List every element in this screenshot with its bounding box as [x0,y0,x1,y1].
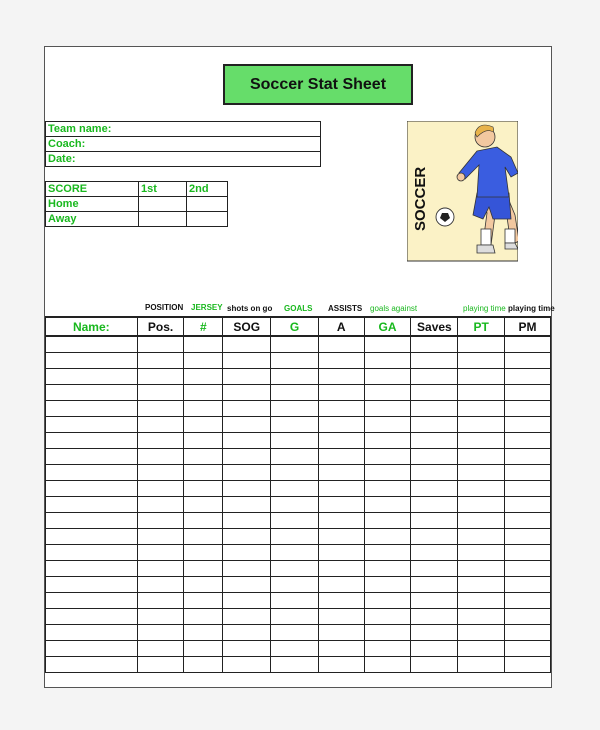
stat-cell[interactable] [411,625,458,641]
stat-cell[interactable] [411,353,458,369]
legend-jersey: JERSEY [191,303,223,312]
stat-cell[interactable] [458,641,505,657]
stat-cell[interactable] [184,641,223,657]
stat-cell[interactable] [364,449,411,465]
score-header: SCORE [46,182,139,197]
stat-cell[interactable] [184,353,223,369]
column-header-pos: Pos. [137,317,184,336]
stat-cell[interactable] [411,593,458,609]
stat-cell[interactable] [411,481,458,497]
score-cell[interactable] [187,212,228,227]
stat-cell[interactable] [411,657,458,673]
table-row [46,449,551,465]
stat-cell[interactable] [411,641,458,657]
legend-assists: ASSISTS [328,304,363,313]
stat-cell[interactable] [46,385,138,401]
score-header-1st: 1st [139,182,187,197]
stat-cell[interactable] [318,449,364,465]
legend-playing-time-green: playing time [463,304,506,313]
stat-cell[interactable] [505,401,551,417]
stat-cell[interactable] [184,401,223,417]
stat-cell[interactable] [458,625,505,641]
legend-playing-time-black: playing time [508,304,555,313]
stat-cell[interactable] [223,577,271,593]
stat-cell[interactable] [505,593,551,609]
stat-cell[interactable] [223,561,271,577]
stat-cell[interactable] [271,369,319,385]
stat-cell[interactable] [458,465,505,481]
stat-cell[interactable] [137,529,184,545]
stat-cell[interactable] [411,369,458,385]
stat-cell[interactable] [505,481,551,497]
stat-cell[interactable] [137,561,184,577]
stat-cell[interactable] [364,641,411,657]
stat-cell[interactable] [364,369,411,385]
column-header-number: # [184,317,223,336]
stat-cell[interactable] [271,529,319,545]
stat-cell[interactable] [458,336,505,353]
stat-cell[interactable] [46,609,138,625]
stat-cell[interactable] [184,593,223,609]
stat-cell[interactable] [137,385,184,401]
stat-cell[interactable] [271,593,319,609]
score-header-2nd: 2nd [187,182,228,197]
stat-cell[interactable] [364,657,411,673]
stat-cell[interactable] [137,625,184,641]
stat-cell[interactable] [184,385,223,401]
stat-cell[interactable] [458,657,505,673]
table-row [46,353,551,369]
table-row [46,401,551,417]
stat-cell[interactable] [184,545,223,561]
stat-cell[interactable] [505,641,551,657]
stat-cell[interactable] [223,609,271,625]
stat-cell[interactable] [184,449,223,465]
stat-cell[interactable] [318,641,364,657]
stat-cell[interactable] [271,336,319,353]
stat-cell[interactable] [364,513,411,529]
stat-cell[interactable] [46,625,138,641]
stat-cell[interactable] [184,625,223,641]
stat-cell[interactable] [318,657,364,673]
stat-cell[interactable] [458,401,505,417]
stat-cell[interactable] [505,433,551,449]
legend-goals-against: goals against [370,304,418,313]
stat-cell[interactable] [271,609,319,625]
stat-cell[interactable] [271,401,319,417]
stat-cell[interactable] [271,465,319,481]
stat-cell[interactable] [223,417,271,433]
stat-cell[interactable] [364,545,411,561]
stat-cell[interactable] [46,417,138,433]
stat-cell[interactable] [411,401,458,417]
stat-cell[interactable] [46,577,138,593]
table-row [46,465,551,481]
stat-cell[interactable] [505,417,551,433]
stat-cell[interactable] [137,545,184,561]
sheet-title: Soccer Stat Sheet [223,64,413,105]
team-name-field[interactable]: Team name: [46,122,321,137]
stat-cell[interactable] [318,433,364,449]
coach-field[interactable]: Coach: [46,137,321,152]
stat-cell[interactable] [318,369,364,385]
stat-cell[interactable] [364,417,411,433]
stat-cell[interactable] [458,577,505,593]
stat-cell[interactable] [411,577,458,593]
stat-cell[interactable] [458,529,505,545]
stat-cell[interactable] [46,593,138,609]
legend-shots-on-goal: shots on go [227,304,273,313]
stat-cell[interactable] [46,561,138,577]
table-row [46,481,551,497]
stat-cell[interactable] [364,481,411,497]
stat-cell[interactable] [271,561,319,577]
stat-cell[interactable] [318,593,364,609]
stat-cell[interactable] [137,609,184,625]
stat-cell[interactable] [46,513,138,529]
stat-cell[interactable] [223,449,271,465]
stat-cell[interactable] [411,545,458,561]
stat-cell[interactable] [271,353,319,369]
stat-cell[interactable] [411,561,458,577]
stat-cell[interactable] [458,369,505,385]
stat-cell[interactable] [223,369,271,385]
stat-cell[interactable] [318,353,364,369]
stat-cell[interactable] [364,561,411,577]
legend-goals: GOALS [284,304,313,313]
stat-cell[interactable] [458,593,505,609]
stat-cell[interactable] [46,465,138,481]
stat-cell[interactable] [271,497,319,513]
stat-cell[interactable] [505,545,551,561]
stat-cell[interactable] [137,577,184,593]
stat-cell[interactable] [364,497,411,513]
soccer-label: SOCCER [412,166,429,231]
stat-cell[interactable] [458,433,505,449]
stat-cell[interactable] [223,545,271,561]
score-cell[interactable] [139,197,187,212]
stat-cell[interactable] [458,417,505,433]
stats-header-row [46,317,551,336]
stat-cell[interactable] [318,625,364,641]
stat-cell[interactable] [458,561,505,577]
stat-cell[interactable] [271,577,319,593]
stat-cell[interactable] [505,353,551,369]
stat-cell[interactable] [223,641,271,657]
stat-cell[interactable] [458,385,505,401]
stat-cell[interactable] [318,577,364,593]
stat-cell[interactable] [505,369,551,385]
stat-cell[interactable] [364,465,411,481]
player-stats-table [45,316,551,673]
stat-cell[interactable] [411,449,458,465]
stat-cell[interactable] [505,577,551,593]
stat-cell[interactable] [137,481,184,497]
stat-cell[interactable] [46,481,138,497]
score-cell[interactable] [139,212,187,227]
stat-cell[interactable] [46,336,138,353]
stat-cell[interactable] [46,369,138,385]
stat-cell[interactable] [411,529,458,545]
stat-cell[interactable] [184,336,223,353]
stat-cell[interactable] [271,385,319,401]
stat-cell[interactable] [184,609,223,625]
stat-cell[interactable] [137,657,184,673]
stat-cell[interactable] [46,545,138,561]
stat-cell[interactable] [223,625,271,641]
stat-cell[interactable] [46,657,138,673]
stat-cell[interactable] [505,625,551,641]
table-row [46,417,551,433]
stat-cell[interactable] [223,336,271,353]
stat-cell[interactable] [318,401,364,417]
stat-cell[interactable] [184,465,223,481]
stat-cell[interactable] [137,336,184,353]
team-info-block [45,121,321,167]
stat-cell[interactable] [137,513,184,529]
stat-cell[interactable] [458,497,505,513]
table-row [46,369,551,385]
stat-cell[interactable] [505,657,551,673]
table-row [46,577,551,593]
stat-cell[interactable] [458,449,505,465]
column-header-sog: SOG [223,317,271,336]
stat-cell[interactable] [46,641,138,657]
stat-cell[interactable] [271,625,319,641]
table-row [46,385,551,401]
stat-cell[interactable] [411,336,458,353]
stat-cell[interactable] [137,593,184,609]
stat-cell[interactable] [411,433,458,449]
stat-cell[interactable] [364,593,411,609]
stat-cell[interactable] [184,513,223,529]
soccer-player-illustration [407,121,518,277]
stat-cell[interactable] [364,577,411,593]
table-row [46,609,551,625]
stat-cell[interactable] [137,449,184,465]
stat-cell[interactable] [318,561,364,577]
stat-cell[interactable] [137,641,184,657]
column-header-pm: PM [505,317,551,336]
stat-cell[interactable] [411,609,458,625]
stat-cell[interactable] [184,657,223,673]
stat-cell[interactable] [505,336,551,353]
stat-cell[interactable] [46,449,138,465]
stat-sheet [44,46,555,688]
stat-cell[interactable] [271,657,319,673]
stat-cell[interactable] [223,465,271,481]
stat-cell[interactable] [223,513,271,529]
stat-cell[interactable] [318,545,364,561]
stat-cell[interactable] [223,401,271,417]
table-row [46,657,551,673]
table-row [46,641,551,657]
stat-cell[interactable] [364,336,411,353]
stat-cell[interactable] [318,481,364,497]
stat-cell[interactable] [271,433,319,449]
stat-cell[interactable] [137,465,184,481]
stat-cell[interactable] [364,625,411,641]
table-row [46,497,551,513]
date-field[interactable]: Date: [46,152,321,167]
stat-cell[interactable] [46,529,138,545]
stat-cell[interactable] [411,385,458,401]
stat-cell[interactable] [223,497,271,513]
stat-cell[interactable] [223,385,271,401]
table-row [46,513,551,529]
stat-cell[interactable] [46,433,138,449]
stat-cell[interactable] [364,433,411,449]
table-row [46,593,551,609]
stat-cell[interactable] [505,385,551,401]
stat-cell[interactable] [364,401,411,417]
stat-cell[interactable] [184,497,223,513]
stat-cell[interactable] [364,385,411,401]
stat-cell[interactable] [318,417,364,433]
stat-cell[interactable] [505,529,551,545]
stat-cell[interactable] [271,449,319,465]
stat-cell[interactable] [458,609,505,625]
stat-cell[interactable] [46,401,138,417]
stat-cell[interactable] [411,513,458,529]
stat-cell[interactable] [223,593,271,609]
stat-cell[interactable] [271,545,319,561]
stat-cell[interactable] [505,497,551,513]
stat-cell[interactable] [364,609,411,625]
score-row-away: Away [46,212,139,227]
stat-cell[interactable] [318,529,364,545]
stat-cell[interactable] [271,417,319,433]
legend-position: POSITION [145,303,184,312]
score-row-home: Home [46,197,139,212]
stat-cell[interactable] [411,497,458,513]
stat-cell[interactable] [411,417,458,433]
stat-cell[interactable] [137,353,184,369]
stat-cell[interactable] [458,481,505,497]
column-header-saves: Saves [411,317,458,336]
stat-cell[interactable] [318,609,364,625]
stat-cell[interactable] [505,449,551,465]
table-row [46,561,551,577]
stat-cell[interactable] [184,577,223,593]
table-row [46,545,551,561]
stat-cell[interactable] [271,641,319,657]
stat-cell[interactable] [184,481,223,497]
stat-cell[interactable] [318,513,364,529]
score-cell[interactable] [187,197,228,212]
column-header-a: A [318,317,364,336]
stat-cell[interactable] [223,529,271,545]
score-block [45,181,228,227]
table-row [46,433,551,449]
stat-cell[interactable] [137,497,184,513]
table-row [46,336,551,353]
column-header-pt: PT [458,317,505,336]
table-row [46,625,551,641]
stat-cell[interactable] [137,433,184,449]
stat-cell[interactable] [458,513,505,529]
stat-cell[interactable] [318,497,364,513]
stat-cell[interactable] [364,529,411,545]
stat-cell[interactable] [411,465,458,481]
stat-cell[interactable] [505,465,551,481]
stat-cell[interactable] [46,353,138,369]
table-row [46,529,551,545]
stat-cell[interactable] [271,513,319,529]
column-header-g: G [271,317,319,336]
stat-cell[interactable] [223,657,271,673]
stat-cell[interactable] [318,465,364,481]
stats-body [46,336,551,673]
stat-cell[interactable] [318,336,364,353]
stat-cell[interactable] [505,561,551,577]
column-header-name: Name: [46,317,138,336]
stat-cell[interactable] [137,401,184,417]
stat-cell[interactable] [137,417,184,433]
stat-cell[interactable] [184,529,223,545]
stat-cell[interactable] [318,385,364,401]
stat-cell[interactable] [505,609,551,625]
column-header-ga: GA [364,317,411,336]
stat-cell[interactable] [223,353,271,369]
stat-cell[interactable] [184,433,223,449]
stat-cell[interactable] [223,433,271,449]
stat-cell[interactable] [364,353,411,369]
stat-cell[interactable] [505,513,551,529]
stat-cell[interactable] [137,369,184,385]
stat-cell[interactable] [184,417,223,433]
stat-cell[interactable] [458,353,505,369]
stat-cell[interactable] [271,481,319,497]
stat-cell[interactable] [223,481,271,497]
stat-cell[interactable] [46,497,138,513]
stat-cell[interactable] [184,561,223,577]
stat-cell[interactable] [184,369,223,385]
stat-cell[interactable] [458,545,505,561]
